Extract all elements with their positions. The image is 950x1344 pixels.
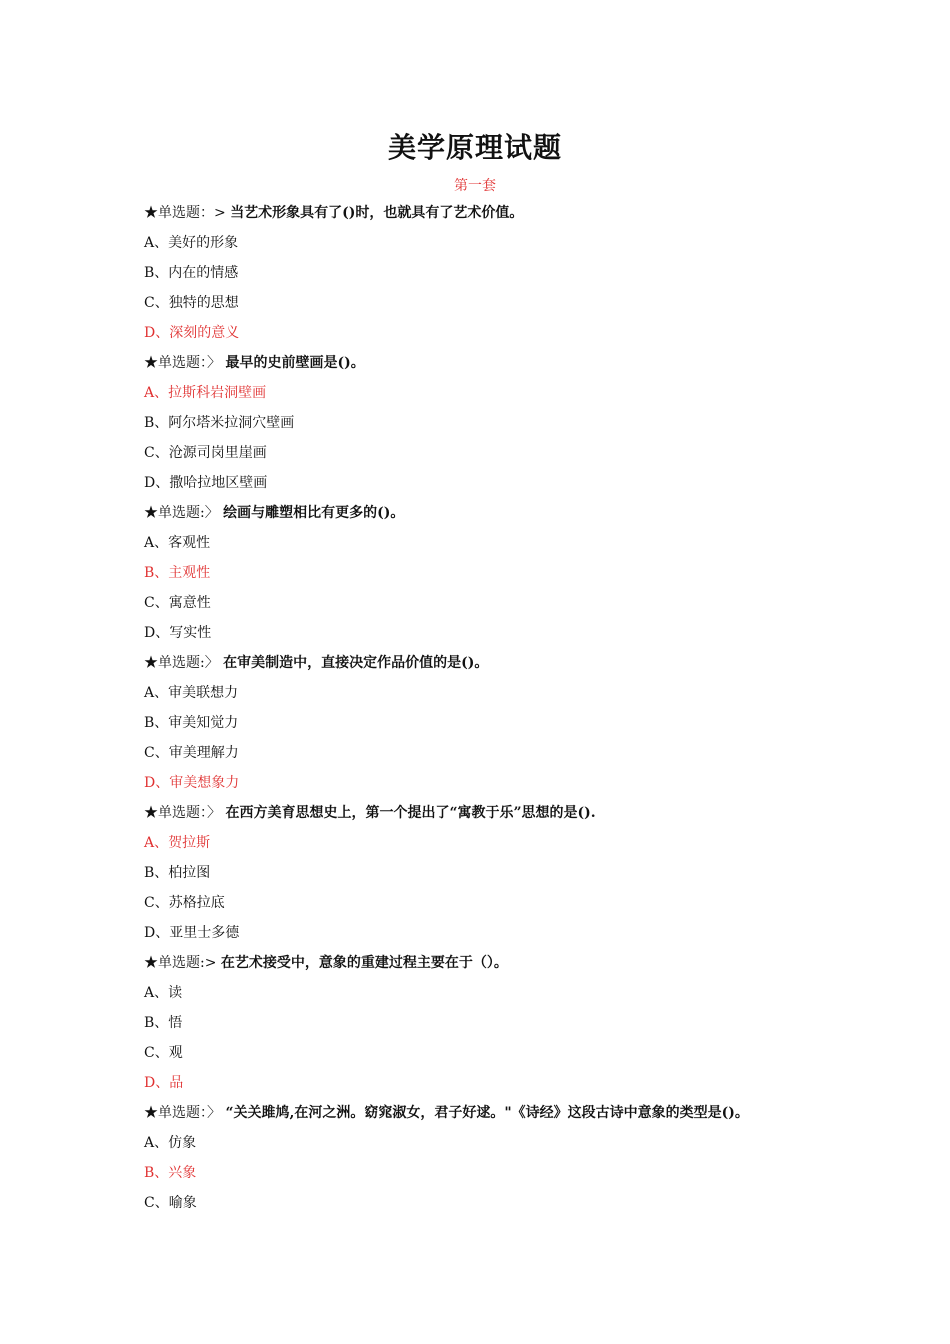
answer-option: C、观 — [144, 1045, 183, 1061]
answer-option-correct: D、审美想象力 — [144, 775, 240, 791]
answer-option: B、柏拉图 — [144, 865, 211, 881]
answer-option-correct: A、拉斯科岩洞壁画 — [144, 385, 267, 401]
question-text: 在审美制造中，直接决定作品价值的是()。 — [223, 655, 489, 671]
question-type-label: ★单选题：〉 — [144, 1105, 226, 1121]
answer-option-correct: B、主观性 — [144, 565, 211, 581]
answer-option: C、沧源司岗里崖画 — [144, 445, 267, 461]
question-stem — [144, 498, 844, 528]
answer-option: B、悟 — [144, 1015, 183, 1031]
question-type-label: ★单选题：〉 — [144, 355, 226, 371]
question-type-label: ★单选题：> — [144, 205, 231, 221]
answer-option-correct: D、品 — [144, 1075, 184, 1091]
question-stem — [144, 198, 844, 228]
question-type-label: ★单选题：〉 — [144, 805, 226, 821]
answer-option: D、写实性 — [144, 625, 212, 641]
document-subtitle: 第一套 — [454, 178, 496, 194]
question-text: 在艺术接受中，意象的重建过程主要在于（）。 — [220, 955, 508, 971]
answer-option-correct: B、兴象 — [144, 1165, 197, 1181]
answer-option: D、撒哈拉地区壁画 — [144, 475, 268, 491]
answer-option: C、审美理解力 — [144, 745, 239, 761]
answer-option: A、仿象 — [144, 1135, 197, 1151]
question-type-label: ★单选题:〉 — [144, 505, 224, 521]
question-list — [144, 198, 844, 1218]
question-stem — [144, 348, 844, 378]
answer-option: C、独特的思想 — [144, 295, 239, 311]
question-text: 最早的史前壁画是()。 — [225, 355, 365, 371]
question-stem — [144, 798, 844, 828]
answer-option-correct: D、深刻的意义 — [144, 325, 240, 341]
answer-option: C、寓意性 — [144, 595, 211, 611]
answer-option: A、审美联想力 — [144, 685, 239, 701]
document-title: 美学原理试题 — [387, 131, 562, 164]
question-text: 在西方美育思想史上，第一个提出了“寓教于乐”思想的是(). — [225, 805, 596, 821]
answer-option: B、内在的情感 — [144, 265, 239, 281]
question-text: 当艺术形象具有了()时，也就具有了艺术价值。 — [230, 205, 524, 221]
answer-option-correct: A、贺拉斯 — [144, 835, 211, 851]
question-text: 绘画与雕塑相比有更多的()。 — [223, 505, 405, 521]
answer-option: C、苏格拉底 — [144, 895, 225, 911]
question-type-label: ★单选题:> — [144, 955, 221, 971]
question-stem — [144, 648, 844, 678]
answer-option: D、亚里士多德 — [144, 925, 240, 941]
answer-option: B、阿尔塔米拉洞穴壁画 — [144, 415, 295, 431]
question-stem — [144, 948, 844, 978]
answer-option: C、喻象 — [144, 1195, 197, 1211]
answer-option: A、美好的形象 — [144, 235, 239, 251]
question-stem — [144, 1098, 844, 1128]
question-type-label: ★单选题:〉 — [144, 655, 224, 671]
answer-option: A、客观性 — [144, 535, 211, 551]
answer-option: A、读 — [144, 985, 183, 1001]
answer-option: B、审美知觉力 — [144, 715, 239, 731]
question-text: “关关雎鸠,在河之洲。窈窕淑女，君子好逑。"《诗经》这段古诗中意象的类型是()。 — [225, 1105, 749, 1121]
